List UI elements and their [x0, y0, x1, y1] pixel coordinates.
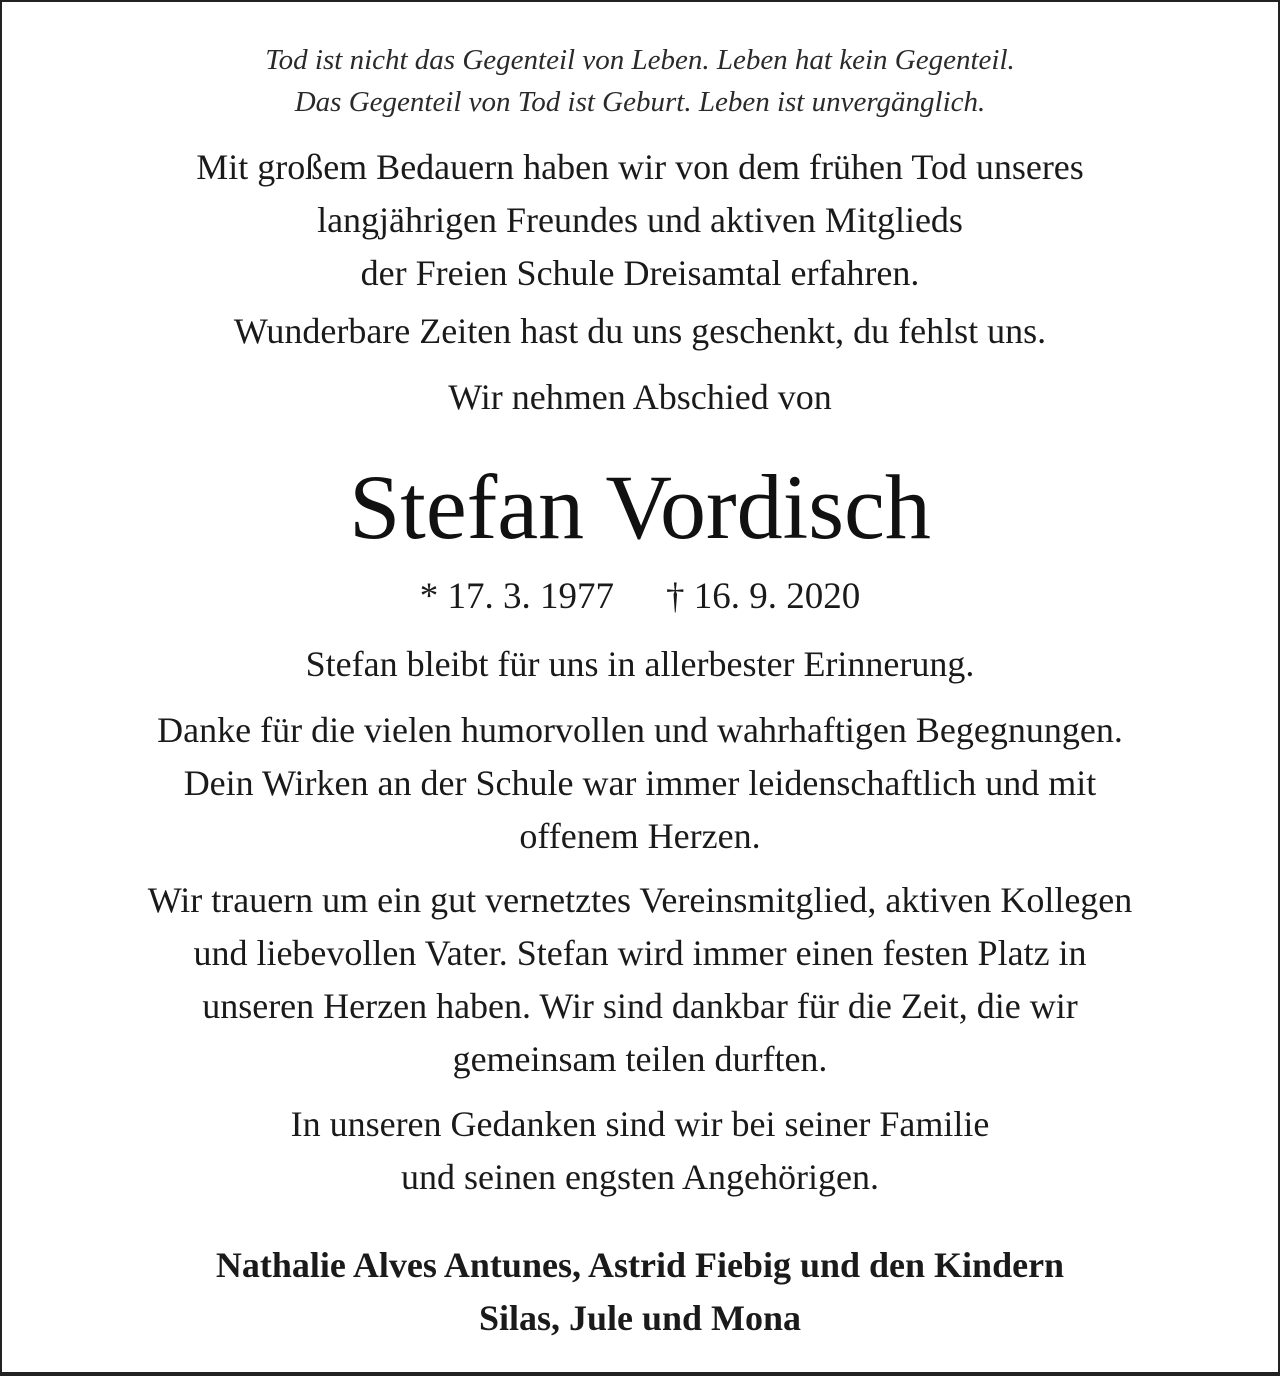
life-dates [0, 574, 1280, 620]
motto-quote [0, 39, 1280, 123]
tribute-line: Wunderbare Zeiten hast du uns geschenkt, du fehlst uns. [233, 311, 1047, 351]
mourning-line-3: unseren Herzen haben. Wir sind dankbar für die Zeit, die wir [202, 986, 1078, 1026]
motto-line-2: Das Gegenteil von Tod ist Geburt. Leben ist unvergänglich. [294, 86, 986, 118]
memory-line: Stefan bleibt für uns in allerbester Erinnerung. [305, 644, 975, 684]
death-date: † 16. 9. 2020 [666, 576, 861, 617]
farewell-intro: Wir nehmen Abschied von [448, 377, 832, 417]
thanks-line-2: Dein Wirken an der Schule war immer leidenschaftlich und mit [183, 763, 1097, 803]
signers [0, 1239, 1280, 1345]
mourning-paragraph [0, 874, 1280, 1086]
signers-line-1: Nathalie Alves Antunes, Astrid Fiebig und den Kindern [215, 1245, 1065, 1285]
mourning-line-4: gemeinsam teilen durften. [452, 1039, 828, 1079]
intro-line-3: der Freien Schule Dreisamtal erfahren. [360, 253, 920, 293]
thanks-line-3: offenem Herzen. [519, 816, 761, 856]
condolence-paragraph [0, 1098, 1280, 1204]
signers-line-2: Silas, Jule und Mona [478, 1298, 802, 1338]
condolence-line-1: In unseren Gedanken sind wir bei seiner Familie [290, 1104, 990, 1144]
birth-date: * 17. 3. 1977 [419, 576, 614, 617]
intro-line-1: Mit großem Bedauern haben wir von dem frühen Tod unseres [196, 147, 1084, 187]
intro-paragraph [0, 141, 1280, 300]
thanks-paragraph [0, 704, 1280, 863]
intro-line-2: langjährigen Freundes und aktiven Mitglieds [317, 200, 963, 240]
deceased-name: Stefan Vordisch [349, 456, 931, 558]
thanks-line-1: Danke für die vielen humorvollen und wahrhaftigen Begegnungen. [157, 710, 1123, 750]
mourning-line-2: und liebevollen Vater. Stefan wird immer einen festen Platz in [193, 933, 1087, 973]
condolence-line-2: und seinen engsten Angehörigen. [401, 1157, 879, 1197]
mourning-line-1: Wir trauern um ein gut vernetztes Vereinsmitglied, aktiven Kollegen [147, 880, 1133, 920]
motto-line-1: Tod ist nicht das Gegenteil von Leben. Leben hat kein Gegenteil. [265, 44, 1015, 76]
